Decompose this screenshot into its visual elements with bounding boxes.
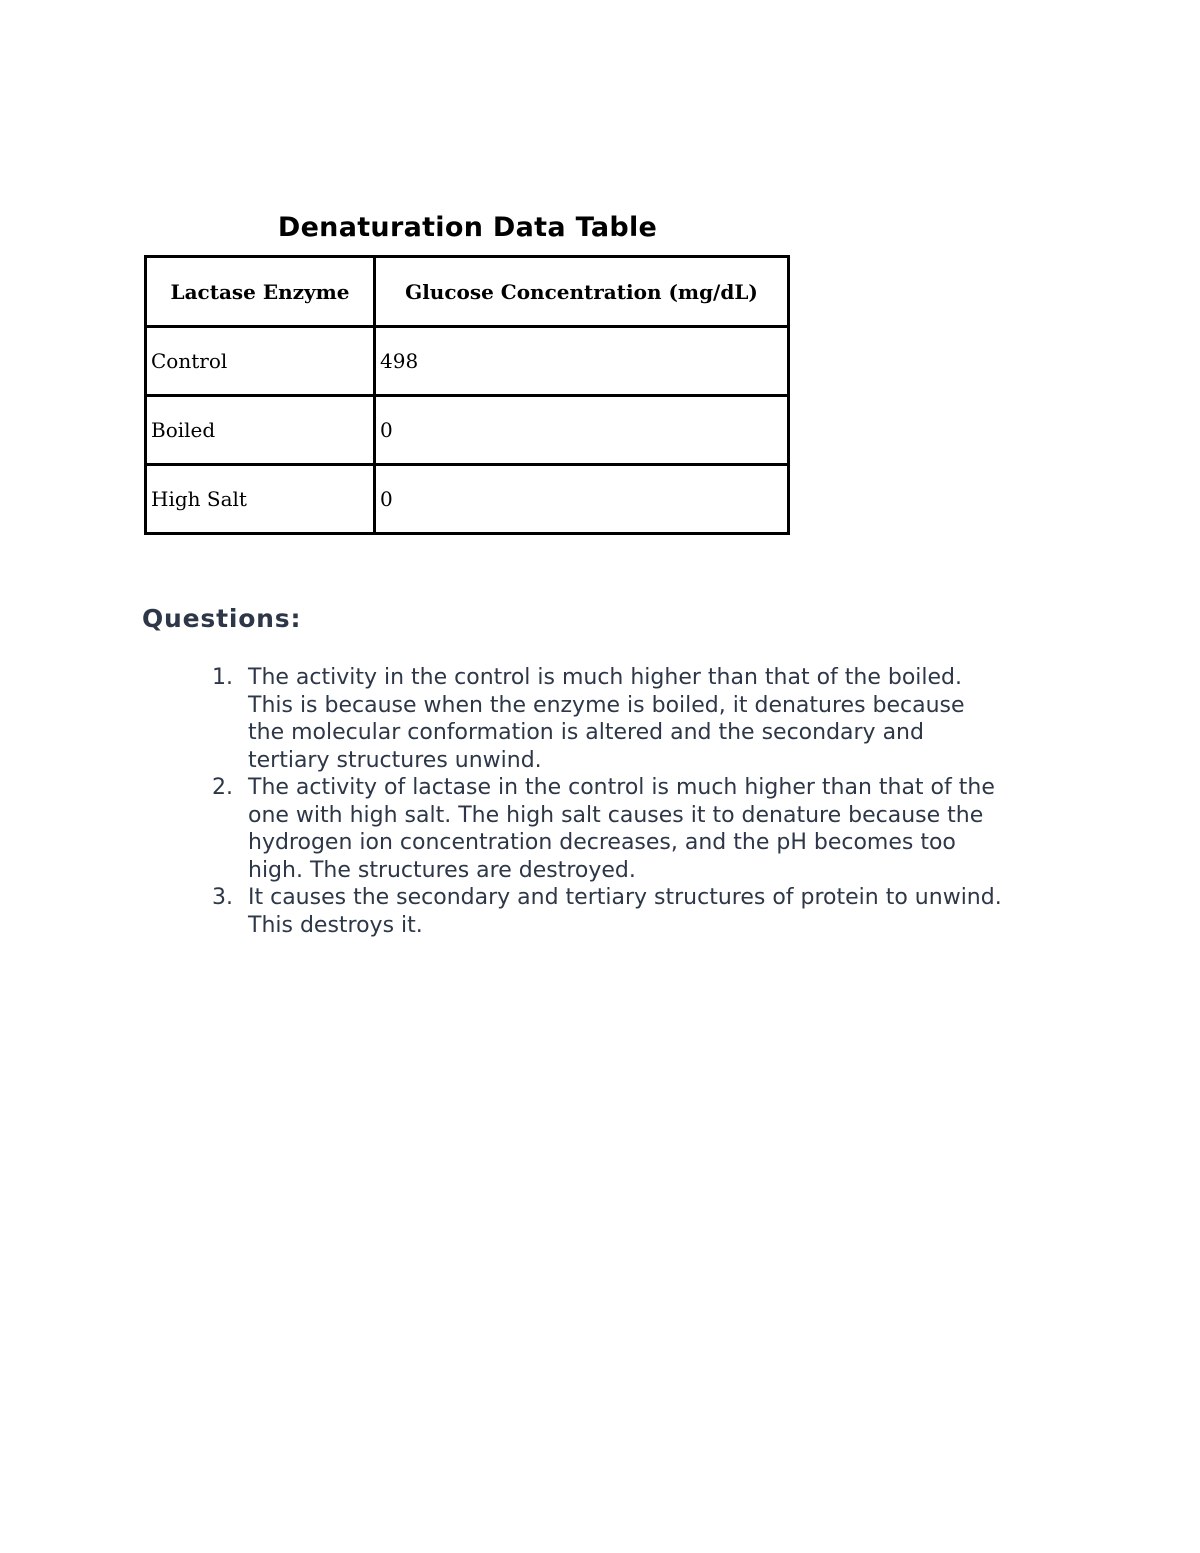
answer-line: the molecular conformation is altered and the secondary and (248, 720, 924, 745)
cell-enzyme: Boiled (146, 396, 375, 465)
table-row (146, 327, 789, 396)
list-item-number: 2. (212, 775, 233, 800)
answer-line: hydrogen ion concentration decreases, and the pH becomes too (248, 830, 956, 855)
cell-enzyme: Control (146, 327, 375, 396)
list-item (212, 884, 1078, 939)
denaturation-data-table (144, 255, 790, 535)
answer-line: This is because when the enzyme is boiled, it denatures because (248, 692, 965, 718)
cell-glucose: 0 (375, 396, 789, 465)
answer-line: This destroys it. (248, 912, 423, 938)
list-item (212, 774, 1078, 884)
answer-line: tertiary structures unwind. (248, 747, 542, 773)
questions-heading: Questions: (142, 604, 302, 633)
answer-line: one with high salt. The high salt causes it to denature because the (248, 802, 984, 828)
list-item-number: 1. (212, 665, 233, 690)
table-row (146, 465, 789, 534)
answer-line: The activity in the control is much higher than that of the boiled. (248, 665, 963, 690)
column-header-glucose: Glucose Concentration (mg/dL) (375, 257, 789, 327)
table-row (146, 396, 789, 465)
cell-glucose: 0 (375, 465, 789, 534)
table-header-row (146, 257, 789, 327)
answer-line: The activity of lactase in the control is much higher than that of the (248, 775, 995, 800)
table-title: Denaturation Data Table (277, 212, 658, 243)
answers-list (212, 664, 1078, 939)
column-header-enzyme: Lactase Enzyme (146, 257, 375, 327)
cell-enzyme: High Salt (146, 465, 375, 534)
list-item-number: 3. (212, 885, 233, 910)
answer-line: high. The structures are destroyed. (248, 857, 636, 883)
answer-line: It causes the secondary and tertiary structures of protein to unwind. (248, 885, 1002, 910)
list-item (212, 664, 1078, 774)
cell-glucose: 498 (375, 327, 789, 396)
